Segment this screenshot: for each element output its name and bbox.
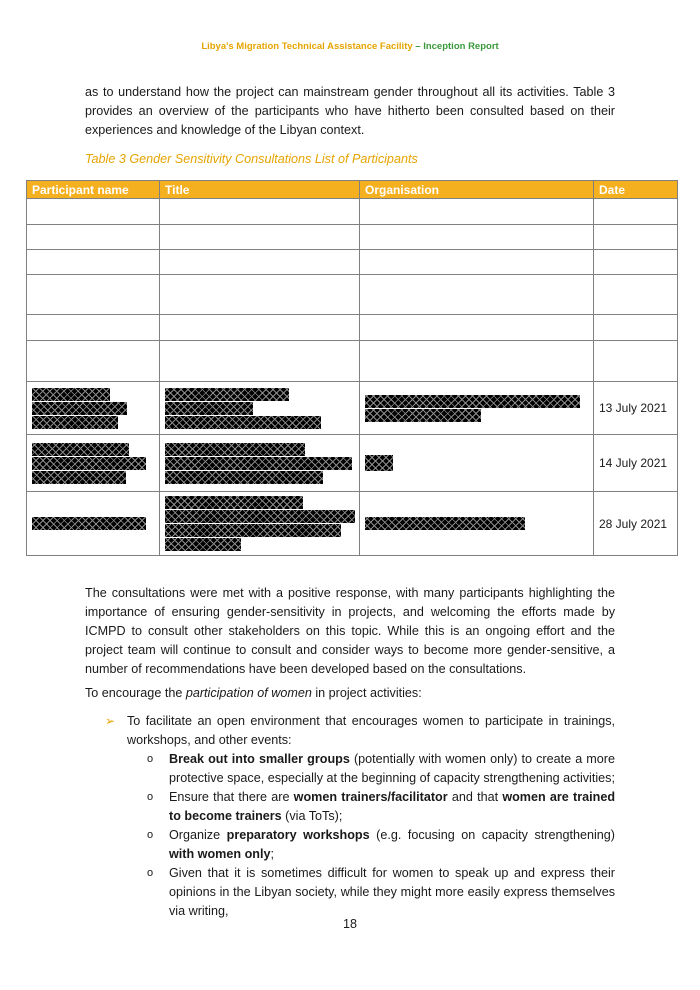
table-row (27, 435, 678, 492)
table-row (27, 341, 678, 382)
running-header (0, 41, 700, 52)
header-title: Libya's Migration Technical Assistance Facility (201, 41, 413, 52)
table-row (27, 382, 678, 435)
circle-bullet-icon: o (147, 867, 154, 879)
intro-paragraph: as to understand how the project can mainstream gender throughout all its activities. Table 3 provides an overview of the participants who have hitherto been consulted based on their experiences and knowledge of the Libyan context. (85, 85, 615, 137)
redacted-organisation (360, 435, 594, 492)
table-row (27, 250, 678, 275)
header-subtitle: – Inception Report (412, 41, 499, 52)
emphasis-participation: participation of women (185, 686, 312, 700)
redacted-title (160, 435, 360, 492)
redacted-organisation (360, 492, 594, 556)
list-item: o Break out into smaller groups (potentially with women only) to create a more protective space, especially at the beginning of capacity strengthening activities; (147, 752, 616, 785)
redacted-name (27, 382, 160, 435)
redacted-name (27, 492, 160, 556)
redacted-organisation (360, 382, 594, 435)
table-row (27, 275, 678, 315)
col-header-title: Title (160, 181, 360, 199)
date-cell: 13 July 2021 (594, 382, 678, 435)
arrow-bullet-icon: ➢ (105, 714, 116, 728)
list-item: o Organize preparatory workshops (e.g. focusing on capacity strengthening) with women only; (147, 828, 615, 861)
redacted-title (160, 382, 360, 435)
recommendation-list (105, 712, 615, 921)
participants-table (26, 180, 678, 556)
consultations-paragraph: The consultations were met with a positive response, with many participants highlighting the importance of ensuring gender-sensitivity in projects, and welcoming the efforts made by ICMPD to consult other stakeholders on this topic. While this is an ongoing effort and the project team will continue to consult and consider ways to become more gender-sensitive, a number of recommendations have been developed based on the consultations. (85, 586, 615, 676)
col-header-organisation: Organisation (360, 181, 594, 199)
list-item: ➢ To facilitate an open environment that encourages women to participate in trainings, workshops, and other events: o Break out into smaller groups (potentially with women only) to create a more protective space, especially at the beginning of capacity strengthening activities; o Ensure that there are women trainers/facilitator and that women are trained to become trainers (via ToTs); o Organize preparatory workshops (e.g. focusing on capacity strengthening) with women only; o Given that it is sometimes difficult for women to speak up and express their opinions in the Libyan society, while they might more easily express themselves via writing, (105, 712, 615, 921)
circle-bullet-icon: o (147, 791, 154, 803)
circle-bullet-icon: o (147, 829, 154, 841)
sub-list (147, 750, 615, 921)
col-header-participant: Participant name (27, 181, 160, 199)
list-item: o Given that it is sometimes difficult for women to speak up and express their opinions in the Libyan society, while they might more easily express themselves via writing, (147, 866, 615, 918)
page-number: 18 (342, 917, 357, 931)
date-cell: 28 July 2021 (594, 492, 678, 556)
table-caption: Table 3 Gender Sensitivity Consultations List of Participants (85, 152, 418, 166)
table-row (27, 199, 678, 225)
table-row (27, 225, 678, 250)
date-cell: 14 July 2021 (594, 435, 678, 492)
table-row (27, 315, 678, 341)
circle-bullet-icon: o (147, 753, 154, 765)
col-header-date: Date (594, 181, 678, 199)
encourage-paragraph: To encourage the participation of women in project activities: (85, 686, 422, 700)
table-row (27, 492, 678, 556)
table-header-row (27, 181, 678, 199)
redacted-name (27, 435, 160, 492)
list-item: o Ensure that there are women trainers/facilitator and that women are trained to become trainers (via ToTs); (147, 790, 616, 823)
redacted-title (160, 492, 360, 556)
